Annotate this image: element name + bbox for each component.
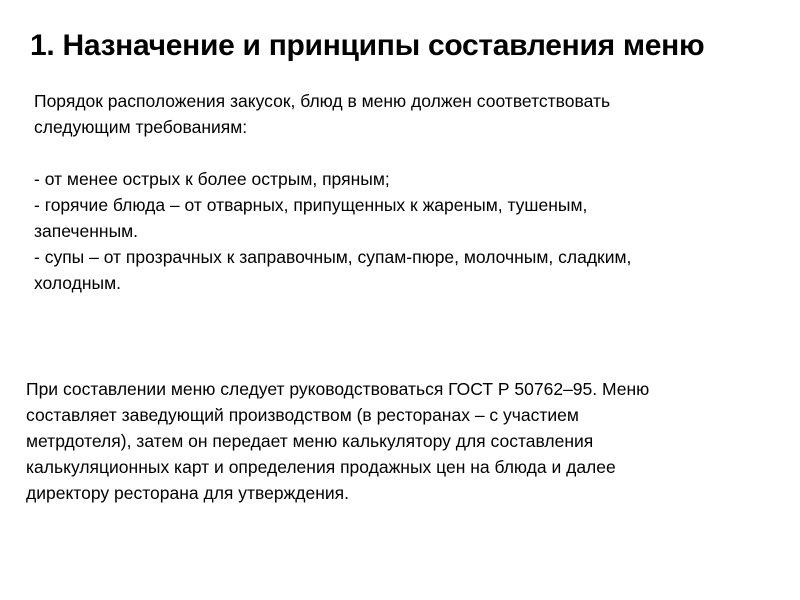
menu-order-requirements: [34, 88, 754, 296]
intro-line: следующим требованиям:: [34, 117, 248, 137]
rule-line: - от менее острых к более острым, пряным;: [34, 169, 390, 189]
gost-paragraph: [26, 376, 766, 506]
rules-list: [34, 166, 754, 296]
gost-line: директору ресторана для утверждения.: [26, 483, 350, 503]
rule-line: - супы – от прозрачных к заправочным, супам-пюре, молочным, сладким,: [34, 247, 632, 267]
gost-line: метрдотеля), затем он передает меню калькулятору для составления: [26, 431, 594, 451]
gost-line: При составлении меню следует руководствоваться ГОСТ Р 50762–95. Меню: [26, 379, 650, 399]
slide-title: 1. Назначение и принципы составления меню: [30, 29, 705, 62]
rule-line: запеченным.: [34, 221, 139, 241]
gost-line: калькуляционных карт и определения продажных цен на блюда и далее: [26, 457, 616, 477]
intro-line: Порядок расположения закусок, блюд в меню должен соответствовать: [34, 91, 611, 111]
gost-line: составляет заведующий производством (в ресторанах – с участием: [26, 405, 579, 425]
intro-paragraph: [34, 88, 754, 140]
rule-line: холодным.: [34, 273, 122, 293]
paragraph-spacer: [34, 140, 754, 166]
rule-line: - горячие блюда – от отварных, припущенных к жареным, тушеным,: [34, 195, 588, 215]
